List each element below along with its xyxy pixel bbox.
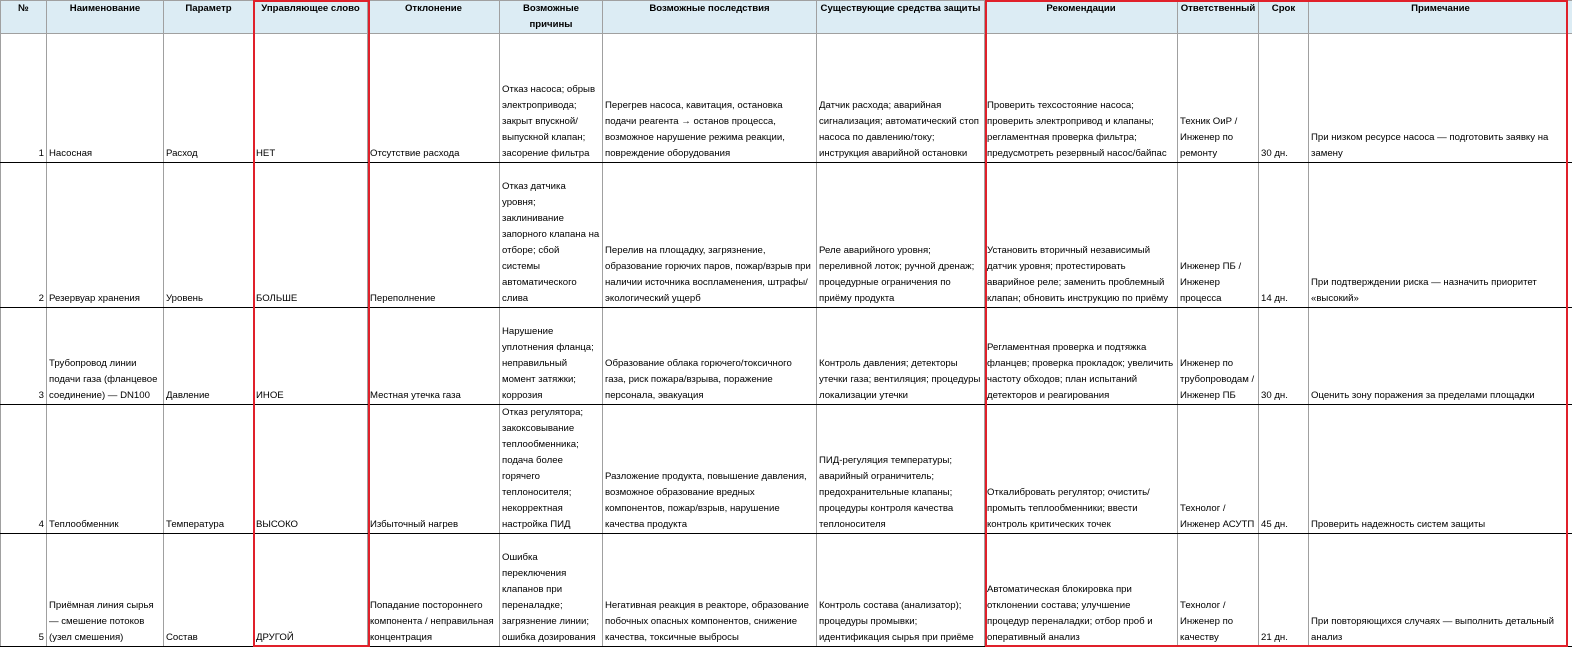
cell-note[interactable]: При повторяющихся случаях — выполнить детальный анализ bbox=[1309, 534, 1572, 647]
cell-safeguards[interactable]: Датчик расхода; аварийная сигнализация; автоматический стоп насоса по давлению/току; инструкция аварийной остановки bbox=[817, 34, 985, 163]
cell-deviation[interactable]: Переполнение bbox=[368, 163, 500, 308]
cell-guide-word[interactable]: ВЫСОКО bbox=[254, 405, 368, 534]
cell-parameter[interactable]: Расход bbox=[164, 34, 254, 163]
header-cell: Параметр bbox=[164, 1, 254, 34]
cell-guide-word[interactable]: ДРУГОЙ bbox=[254, 534, 368, 647]
cell-deadline[interactable]: 45 дн. bbox=[1259, 405, 1309, 534]
cell-deviation[interactable]: Попадание постороннего компонента / неправильная концентрация bbox=[368, 534, 500, 647]
cell-causes[interactable]: Нарушение уплотнения фланца; неправильный момент затяжки; коррозия bbox=[500, 308, 603, 405]
cell-parameter[interactable]: Уровень bbox=[164, 163, 254, 308]
cell-name[interactable]: Насосная bbox=[47, 34, 164, 163]
cell-guide-word[interactable]: БОЛЬШЕ bbox=[254, 163, 368, 308]
header-row bbox=[1, 1, 1572, 34]
cell-consequences[interactable]: Перелив на площадку, загрязнение, образование горючих паров, пожар/взрыв при наличии источника воспламенения, штрафы/экологический ущерб bbox=[603, 163, 817, 308]
cell-safeguards[interactable]: Контроль состава (анализатор); процедуры промывки; идентификация сырья при приёме bbox=[817, 534, 985, 647]
cell-number[interactable]: 4 bbox=[1, 405, 47, 534]
cell-number[interactable]: 3 bbox=[1, 308, 47, 405]
header-cell: № bbox=[1, 1, 47, 34]
cell-consequences[interactable]: Негативная реакция в реакторе, образование побочных опасных компонентов, снижение качества, токсичные выбросы bbox=[603, 534, 817, 647]
cell-recommendations[interactable]: Откалибровать регулятор; очистить/промыть теплообменники; ввести контроль критических точек bbox=[985, 405, 1178, 534]
cell-note[interactable]: Оценить зону поражения за пределами площадки bbox=[1309, 308, 1572, 405]
cell-number[interactable]: 5 bbox=[1, 534, 47, 647]
header-cell: Ответственный bbox=[1178, 1, 1259, 34]
cell-causes[interactable]: Отказ регулятора; закоксовывание теплообменника; подача более горячего теплоносителя; некорректная настройка ПИД bbox=[500, 405, 603, 534]
header-cell: Наименование bbox=[47, 1, 164, 34]
cell-deadline[interactable]: 30 дн. bbox=[1259, 308, 1309, 405]
cell-name[interactable]: Теплообменник bbox=[47, 405, 164, 534]
cell-parameter[interactable]: Состав bbox=[164, 534, 254, 647]
header-cell: Возможные причины bbox=[500, 1, 603, 34]
cell-note[interactable]: При подтверждении риска — назначить приоритет «высокий» bbox=[1309, 163, 1572, 308]
table-row bbox=[1, 405, 1572, 534]
header-cell: Управляющее слово bbox=[254, 1, 368, 34]
cell-recommendations[interactable]: Проверить техсостояние насоса; проверить электропривод и клапаны; регламентная проверка фильтра; предусмотреть резервный насос/байпас bbox=[985, 34, 1178, 163]
cell-number[interactable]: 2 bbox=[1, 163, 47, 308]
cell-causes[interactable]: Отказ насоса; обрыв электропривода; закрыт впускной/выпускной клапан; засорение фильтра bbox=[500, 34, 603, 163]
cell-safeguards[interactable]: Контроль давления; детекторы утечки газа; вентиляция; процедуры локализации утечки bbox=[817, 308, 985, 405]
cell-responsible[interactable]: Технолог / Инженер по качеству bbox=[1178, 534, 1259, 647]
cell-causes[interactable]: Ошибка переключения клапанов при переналадке; загрязнение линии; ошибка дозирования bbox=[500, 534, 603, 647]
cell-parameter[interactable]: Давление bbox=[164, 308, 254, 405]
cell-deadline[interactable]: 30 дн. bbox=[1259, 34, 1309, 163]
cell-recommendations[interactable]: Автоматическая блокировка при отклонении состава; улучшение процедур переналадки; отбор проб и оперативный анализ bbox=[985, 534, 1178, 647]
header-cell: Примечание bbox=[1309, 1, 1572, 34]
cell-consequences[interactable]: Разложение продукта, повышение давления, возможное образование вредных компонентов, пожар/взрыв, нарушение качества продукта bbox=[603, 405, 817, 534]
cell-guide-word[interactable]: ИНОЕ bbox=[254, 308, 368, 405]
table-row bbox=[1, 534, 1572, 647]
header-cell: Отклонение bbox=[368, 1, 500, 34]
cell-parameter[interactable]: Температура bbox=[164, 405, 254, 534]
table-row bbox=[1, 34, 1572, 163]
cell-responsible[interactable]: Инженер ПБ / Инженер процесса bbox=[1178, 163, 1259, 308]
cell-deviation[interactable]: Отсутствие расхода bbox=[368, 34, 500, 163]
header-cell: Существующие средства защиты bbox=[817, 1, 985, 34]
cell-deviation[interactable]: Избыточный нагрев bbox=[368, 405, 500, 534]
cell-deadline[interactable]: 21 дн. bbox=[1259, 534, 1309, 647]
cell-recommendations[interactable]: Установить вторичный независимый датчик уровня; протестировать аварийное реле; заменить проблемный клапан; обновить инструкцию по приёму bbox=[985, 163, 1178, 308]
cell-name[interactable]: Трубопровод линии подачи газа (фланцевое соединение) — DN100 bbox=[47, 308, 164, 405]
cell-safeguards[interactable]: ПИД-регуляция температуры; аварийный ограничитель; предохранительные клапаны; процедуры контроля качества теплоносителя bbox=[817, 405, 985, 534]
table-row bbox=[1, 163, 1572, 308]
table-row bbox=[1, 308, 1572, 405]
cell-name[interactable]: Приёмная линия сырья — смешение потоков (узел смешения) bbox=[47, 534, 164, 647]
cell-note[interactable]: Проверить надежность систем защиты bbox=[1309, 405, 1572, 534]
cell-recommendations[interactable]: Регламентная проверка и подтяжка фланцев; проверка прокладок; увеличить частоту обходов; план испытаний детекторов и реагирования bbox=[985, 308, 1178, 405]
cell-safeguards[interactable]: Реле аварийного уровня; переливной лоток; ручной дренаж; процедурные ограничения по приёму продукта bbox=[817, 163, 985, 308]
cell-causes[interactable]: Отказ датчика уровня; заклинивание запорного клапана на отборе; сбой системы автоматического слива bbox=[500, 163, 603, 308]
header-cell: Рекомендации bbox=[985, 1, 1178, 34]
cell-consequences[interactable]: Перегрев насоса, кавитация, остановка подачи реагента → останов процесса, возможное нарушение режима реакции, повреждение оборудования bbox=[603, 34, 817, 163]
cell-note[interactable]: При низком ресурсе насоса — подготовить заявку на замену bbox=[1309, 34, 1572, 163]
cell-deadline[interactable]: 14 дн. bbox=[1259, 163, 1309, 308]
cell-responsible[interactable]: Инженер по трубопроводам / Инженер ПБ bbox=[1178, 308, 1259, 405]
cell-number[interactable]: 1 bbox=[1, 34, 47, 163]
header-cell: Срок bbox=[1259, 1, 1309, 34]
cell-responsible[interactable]: Техник ОиР / Инженер по ремонту bbox=[1178, 34, 1259, 163]
header-cell: Возможные последствия bbox=[603, 1, 817, 34]
cell-guide-word[interactable]: НЕТ bbox=[254, 34, 368, 163]
cell-deviation[interactable]: Местная утечка газа bbox=[368, 308, 500, 405]
cell-responsible[interactable]: Технолог / Инженер АСУТП bbox=[1178, 405, 1259, 534]
cell-name[interactable]: Резервуар хранения bbox=[47, 163, 164, 308]
cell-consequences[interactable]: Образование облака горючего/токсичного газа, риск пожара/взрыва, поражение персонала, эвакуация bbox=[603, 308, 817, 405]
